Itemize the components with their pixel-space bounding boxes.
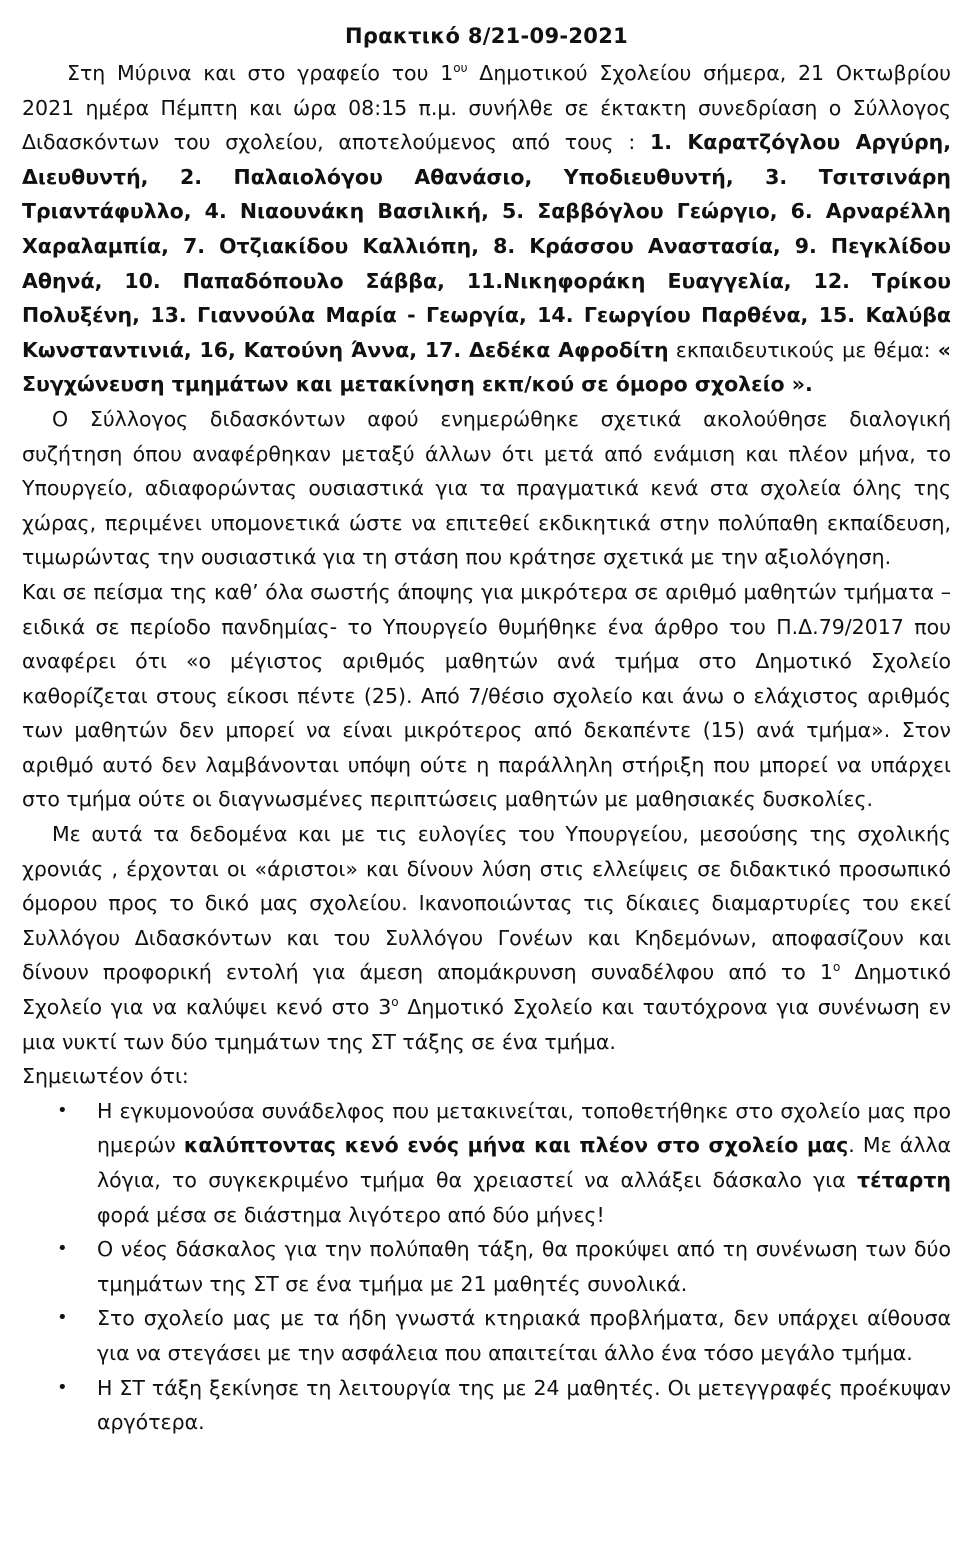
members-list: 1. Καρατζόγλου Αργύρη, Διευθυντή, 2. Παλαιολόγου Αθανάσιο, Υποδιευθυντή, 3. Τσιτσινάρη Τριαντάφυλλο, 4. Νιαουνάκη Βασιλική, 5. Σαββόγλου Γεώργιο, 6. Αρναρέλλη Χαραλαμπία, 7. Οτζιακίδου Καλλιόπη, 8. Κράσσου Αναστασία, 9. Πεγκλίδου Αθηνά, 10. Παπαδόπουλο Σάββα, 11.Νικηφοράκη Ευαγγελία, 12. Τρίκου Πολυξένη, 13. Γιαννούλα Μαρία - Γεωργία, 14. Γεωργίου Παρθένα, 15. Καλύβα Κωνσταντινιά, 16, Κατούνη Άννα, 17. Δεδέκα Αφροδίτη: [22, 130, 952, 362]
intro-text-3: εκπαιδευτικούς με θέμα:: [668, 337, 938, 362]
note-1-text-2: . Με άλλα λόγια, το συγκεκριμένο τμήμα θα χρειαστεί να αλλάξει δάσκαλο για: [97, 1133, 952, 1192]
intro-paragraph: [22, 56, 951, 402]
bullet-icon: •: [57, 1099, 68, 1121]
paragraph-3-text-2: Δημοτικό Σχολείο για να καλύψει κενό στο 3: [22, 960, 951, 1020]
paragraph-3: [22, 817, 951, 1059]
paragraph-3-text-3: Δημοτικό Σχολείο και ταυτόχρονα για συνένωση εν μια νυκτί των δύο τμημάτων της ΣΤ τάξης σε ένα τμήμα.: [22, 995, 951, 1054]
bullet-icon: •: [57, 1376, 68, 1398]
note-item-3: [57, 1301, 951, 1370]
paragraph-3-sup-2: ο: [391, 995, 399, 1010]
notes-heading: Σημειωτέον ότι:: [22, 1064, 189, 1089]
note-4-text: Η ΣΤ τάξη ξεκίνησε τη λειτουργία της με 24 μαθητές. Οι μετεγγραφές προέκυψαν αργότερα.: [97, 1375, 951, 1435]
paragraph-1: Ο Σύλλογος διδασκόντων αφού ενημερώθηκε σχετικά ακολούθησε διαλογική συζήτηση όπου αναφέρθηκαν μεταξύ άλλων ότι μετά από ενάμιση και πλέον μήνα, το Υπουργείο, αδιαφορώντας ουσιαστικά για τα πραγματικά κενά στα σχολεία όλης της χώρας, περιμένει υπομονετικά ώστε να επιτεθεί εκδικητικά στην πολύπαθη εκπαίδευση, τιμωρώντας την ουσιαστικά για τη στάση που κράτησε σχετικά με την αξιολόγηση.: [22, 406, 951, 570]
note-2-text: Ο νέος δάσκαλος για την πολύπαθη τάξη, θα προκύψει από τη συνένωση των δύο τμημάτων της ΣΤ σε ένα τμήμα με 21 μαθητές συνολικά.: [97, 1237, 951, 1296]
note-3-text: Στο σχολείο μας με τα ήδη γνωστά κτηριακά προβλήματα, δεν υπάρχει αίθουσα για να στεγάσει με την ασφάλεια που απαιτείται άλλο ένα τόσο μεγάλο τμήμα.: [97, 1306, 951, 1365]
paragraph-2: Και σε πείσμα της καθ’ όλα σωστής άποψης για μικρότερα σε αριθμό μαθητών τμήματα – ειδικά σε περίοδο πανδημίας- το Υπουργείο θυμήθηκε ένα άρθρο του Π.Δ.79/2017 που αναφέρει ότι «ο μέγιστος αριθμός μαθητών ανά τμήμα στο Δημοτικό Σχολείο καθορίζεται στους είκοσι πέντε (25). Από 7/θέσιο σχολείο και άνω ο ελάχιστος αριθμός των μαθητών δεν μπορεί να είναι μικρότερος από δεκαπέντε (15) ανά τμήμα». Στον αριθμό αυτό δεν λαμβάνονται υπόψη ούτε η παράλληλη στήριξη που μπορεί να υπάρχει στο τμήμα ούτε οι διαγνωσμένες περιπτώσεις μαθητών με μαθησιακές δυσκολίες.: [22, 579, 951, 812]
note-item-4: [57, 1371, 951, 1440]
note-1-text-1: Η εγκυμονούσα συνάδελφος που μετακινείται, τοποθετήθηκε στο σχολείο μας προ ημερών: [97, 1098, 951, 1158]
notes-list: [22, 1094, 951, 1440]
bullet-icon: •: [57, 1307, 68, 1329]
meeting-subject: « Συγχώνευση τμημάτων και μετακίνηση εκπ/κού σε όμορο σχολείο ».: [22, 337, 951, 397]
note-1-bold-2: τέταρτη: [856, 1168, 951, 1192]
note-item-1: [57, 1094, 952, 1232]
document-body: [22, 56, 951, 1440]
note-item-2: [57, 1232, 951, 1301]
intro-superscript: ου: [453, 61, 468, 75]
note-1-bold-1: καλύπτοντας κενό ενός μήνα και πλέον στο σχολείο μας: [183, 1133, 849, 1158]
intro-text-2: Δημοτικού Σχολείου σήμερα, 21 Οκτωβρίου 2021 ημέρα Πέμπτη και ώρα 08:15 π.μ. συνήλθε σε έκτακτη συνεδρίαση ο Σύλλογος Διδασκόντων του σχολείου, αποτελούμενος από τους :: [22, 61, 951, 155]
note-1-text-3: φορά μέσα σε διάστημα λιγότερο από δύο μήνες!: [97, 1202, 605, 1227]
paragraph-3-text-1: Με αυτά τα δεδομένα και με τις ευλογίες του Υπουργείου, μεσούσης της σχολικής χρονιάς , έρχονται οι «άριστοι» και δίνουν λύση στις ελλείψεις σε διδακτικό προσωπικό όμορου προς το δικό μας σχολείου. Ικανοποιώντας τις δίκαιες διαμαρτυρίες του εκεί Συλλόγου Διδασκόντων και του Συλλόγου Γονέων και Κηδεμόνων, αποφασίζουν και δίνουν προφορική εντολή για άμεση απομάκρυνση συναδέλφου από το 1: [22, 822, 951, 985]
bullet-icon: •: [57, 1238, 68, 1260]
document-title: Πρακτικό 8/21-09-2021: [344, 24, 629, 48]
paragraph-3-sup-1: ο: [833, 960, 841, 975]
intro-text-1: Στη Μύρινα και στο γραφείο του 1: [67, 61, 454, 85]
